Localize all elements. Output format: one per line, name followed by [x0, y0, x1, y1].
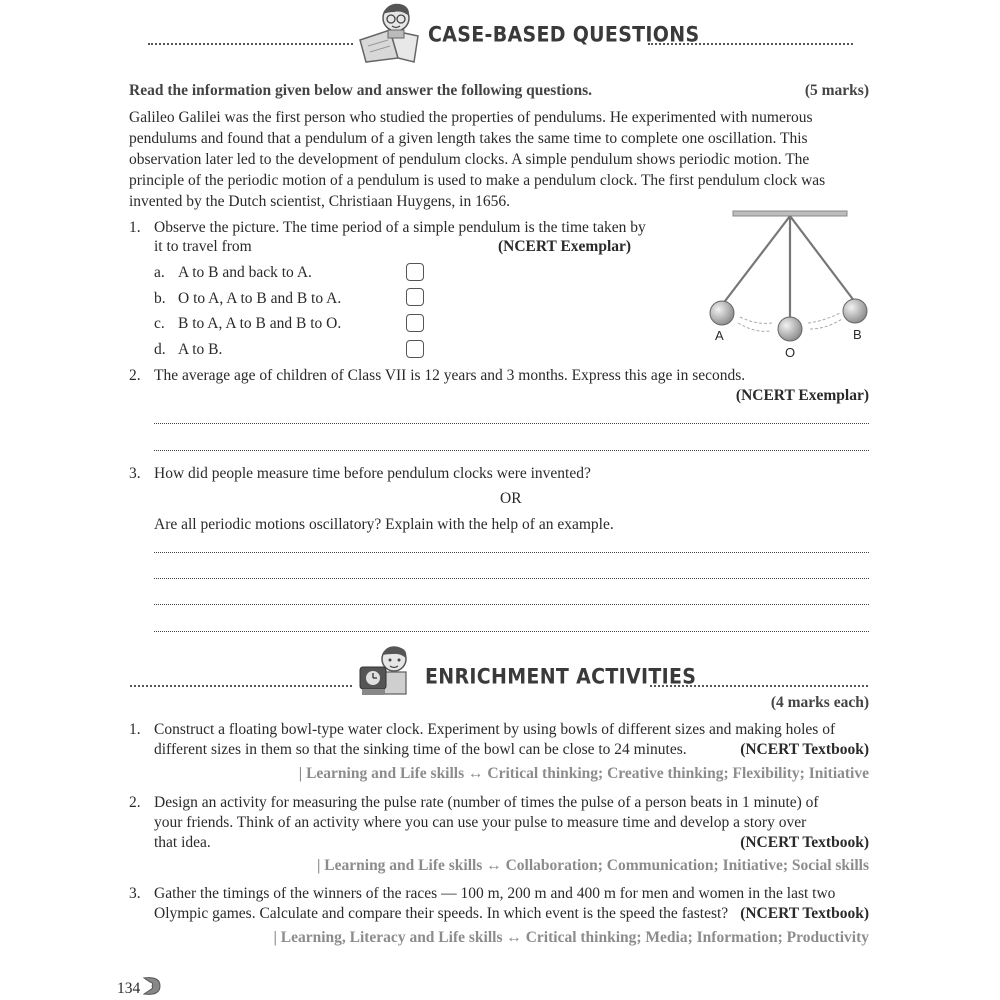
enrichment-dots-left — [130, 685, 352, 687]
string-b — [790, 216, 855, 302]
option-text: O to A, A to B and B to A. — [178, 290, 342, 307]
bob-a — [710, 301, 734, 325]
activity-3-skills: | Learning, Literacy and Life skills ↔ Critical thinking; Media; Information; Productivity — [273, 929, 869, 946]
answer-line[interactable] — [154, 604, 869, 605]
page-number: 134 — [117, 980, 141, 997]
option-label: c. — [154, 315, 165, 332]
question-number: 1. — [129, 219, 141, 236]
option-d-checkbox[interactable] — [406, 340, 424, 358]
motion-arrow — [810, 319, 842, 329]
header-dots-left — [148, 43, 353, 45]
motion-arrow — [740, 317, 772, 323]
passage-line: Galileo Galilei was the first person who studied the properties of pendulums. He experimented with numerous — [129, 109, 813, 126]
boy-reading-illustration — [354, 0, 430, 64]
bob-o — [778, 317, 802, 341]
activity-1-skills: | Learning and Life skills ↔ Critical thinking; Creative thinking; Flexibility; Initiative — [298, 765, 869, 782]
instruction-text: Read the information given below and answer the following questions. — [129, 82, 593, 99]
section-title-enrichment: ENRICHMENT ACTIVITIES — [425, 664, 697, 690]
pendulum-support — [733, 211, 847, 216]
passage-line: principle of the periodic motion of a pendulum is used to make a pendulum clock. The first pendulum clock was — [129, 172, 826, 189]
motion-arrow — [738, 323, 770, 331]
section-title-case-based: CASE-BASED QUESTIONS — [428, 22, 700, 48]
answer-line[interactable] — [154, 423, 869, 424]
activity-number: 1. — [129, 721, 141, 738]
enrichment-marks: (4 marks each) — [770, 694, 869, 711]
answer-line[interactable] — [154, 578, 869, 579]
activity-2-skills: | Learning and Life skills ↔ Collaboration; Communication; Initiative; Social skills — [317, 857, 869, 874]
answer-line[interactable] — [154, 450, 869, 451]
option-a-checkbox[interactable] — [406, 263, 424, 281]
activity-3-line2: Olympic games. Calculate and compare their speeds. In which event is the speed the fastest? — [154, 905, 729, 922]
passage-line: pendulums and found that a pendulum of a given length takes the same time to complete one oscillation. This — [129, 130, 808, 147]
question-3-alt-text: Are all periodic motions oscillatory? Explain with the help of an example. — [154, 516, 614, 533]
question-2-source: (NCERT Exemplar) — [735, 387, 869, 404]
activity-1-source: (NCERT Textbook) — [740, 741, 869, 758]
answer-line[interactable] — [154, 552, 869, 553]
question-1-line1: Observe the picture. The time period of a simple pendulum is the time taken by — [154, 219, 646, 236]
activity-3-source: (NCERT Textbook) — [740, 905, 869, 922]
bob-b — [843, 299, 867, 323]
activity-3-line1: Gather the timings of the winners of the races — 100 m, 200 m and 400 m for men and women in the last two — [154, 885, 836, 902]
option-text: A to B and back to A. — [178, 264, 312, 281]
option-label: d. — [154, 341, 166, 358]
activity-number: 2. — [129, 794, 141, 811]
option-c-checkbox[interactable] — [406, 314, 424, 332]
activity-2-line1: Design an activity for measuring the pulse rate (number of times the pulse of a person beats in 1 minute) of — [154, 794, 819, 811]
question-3-text: How did people measure time before pendulum clocks were invented? — [154, 465, 591, 482]
activity-1-line1: Construct a floating bowl-type water clock. Experiment by using bowls of different sizes and making holes of — [154, 721, 836, 738]
question-number: 2. — [129, 367, 141, 384]
question-1-line2: it to travel from — [154, 238, 252, 255]
question-number: 3. — [129, 465, 141, 482]
passage — [129, 107, 874, 212]
option-text: A to B. — [178, 341, 223, 358]
activity-number: 3. — [129, 885, 141, 902]
question-1-source: (NCERT Exemplar) — [498, 238, 632, 255]
enrichment-dots-right — [650, 685, 868, 687]
or-separator: OR — [500, 490, 522, 507]
activity-2-source: (NCERT Textbook) — [740, 834, 869, 851]
option-text: B to A, A to B and B to O. — [178, 315, 342, 332]
answer-line[interactable] — [154, 631, 869, 632]
activity-2-line3: that idea. — [154, 834, 211, 851]
activity-2-line2: your friends. Think of an activity where you can use your pulse to measure time and develop a story over — [154, 814, 807, 831]
label-b: B — [853, 327, 862, 342]
passage-line: invented by the Dutch scientist, Christiaan Huygens, in 1656. — [129, 193, 510, 210]
label-o: O — [785, 345, 796, 360]
option-label: a. — [154, 264, 165, 281]
label-a: A — [715, 328, 724, 343]
question-2-text: The average age of children of Class VII is 12 years and 3 months. Express this age in seconds. — [154, 367, 746, 384]
page-arrow-icon — [140, 974, 164, 998]
passage-line: observation later led to the development of pendulum clocks. A simple pendulum shows periodic motion. The — [129, 151, 810, 168]
activity-1-line2: different sizes in them so that the sinking time of the bowl can be close to 24 minutes. — [154, 741, 687, 758]
option-label: b. — [154, 290, 166, 307]
string-a — [722, 216, 790, 305]
marks-label: (5 marks) — [804, 82, 869, 99]
header-dots-right — [648, 43, 853, 45]
boy-with-clock-illustration — [354, 645, 426, 697]
option-b-checkbox[interactable] — [406, 288, 424, 306]
motion-arrow — [808, 313, 840, 323]
